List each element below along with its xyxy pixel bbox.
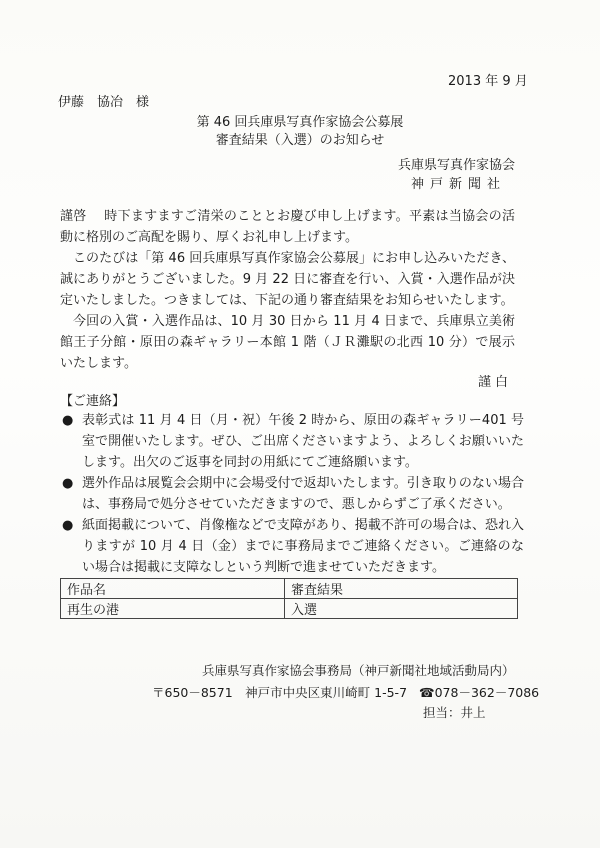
office-name: 兵庫県写真作家協会事務局（神戸新聞社地域活動局内） [202,663,515,678]
table-header-row [61,579,518,599]
result-cell: 入選 [285,599,518,619]
letter-subtitle: 審査結果（入選）のお知らせ [215,133,385,148]
table-row [61,599,518,619]
exhibition-paragraph: 今回の入賞・入選作品は、10 月 30 日から 11 月 4 日まで、兵庫県立美術館王子分館・原田の森ギャラリー本館 1 階（ＪＲ灘駅の北西 10 分）で展示いたします。 [60,314,515,371]
letter-title: 第 46 回兵庫県写真作家協会公募展 [196,115,404,130]
sender-newspaper: 神戸新聞社 [411,177,507,192]
sender-association: 兵庫県写真作家協会 [398,158,516,173]
contact-note-text: 表彰式は 11 月 4 日（月・祝）午後 2 時から、原田の森ギャラリー401 号室で開催いたします。ぜひ、ご出席くださいますよう、よろしくお願いいたします。出欠のご返事を同封の用紙にてご連絡願います。 [82,413,524,470]
office-address-line [152,683,539,701]
contact-note-text: 紙面掲載について、肖像権などで支障があり、掲載不許可の場合は、恐れ入りますが 10 月 4 日（金）までに事務局までご連絡ください。ご連絡のない場合は掲載に支障なしという判断で進ませていただきます。 [82,518,524,575]
header-work-title: 作品名 [61,579,285,599]
header-result: 審査結果 [285,579,518,599]
postal-address: 〒650－8571 神戸市中央区東川崎町 1-5-7 [152,685,408,700]
contact-note [62,410,524,473]
contact-heading: 【ご連絡】 [60,394,126,409]
bullet-icon: ● [62,413,74,428]
work-title-cell: 再生の港 [61,599,285,619]
contact-note [62,473,524,515]
greeting-paragraph: 謹啓 時下ますますご清栄のこととお慶び申し上げます。平素は当協会の活動に格別のご高配を賜り、厚くお礼申し上げます。 [60,209,515,245]
letter-date: 2013 年 9 月 [448,74,528,89]
contact-note [62,515,524,578]
bullet-icon: ● [62,518,74,533]
recipient-name: 伊藤 協冶 様 [58,95,150,110]
result-table [60,578,518,619]
contact-notes-list [62,410,524,578]
announcement-paragraph: このたびは「第 46 回兵庫県写真作家協会公募展」にお申し込みいただき、誠にありがとうございました。9 月 22 日に審査を行い、入賞・入選作品が決定いたしました。つきましては、下記の通り審査結果をお知らせいたします。 [60,251,515,308]
bullet-icon: ● [62,476,74,491]
closing-word: 謹白 [478,375,513,390]
contact-person: 担当：井上 [423,705,486,720]
contact-note-text: 選外作品は展覧会会期中に会場受付で返却いたします。引き取りのない場合は、事務局で処分させていただきますので、悪しからずご了承ください。 [82,476,524,512]
phone-number: ☎078－362－7086 [419,685,540,700]
